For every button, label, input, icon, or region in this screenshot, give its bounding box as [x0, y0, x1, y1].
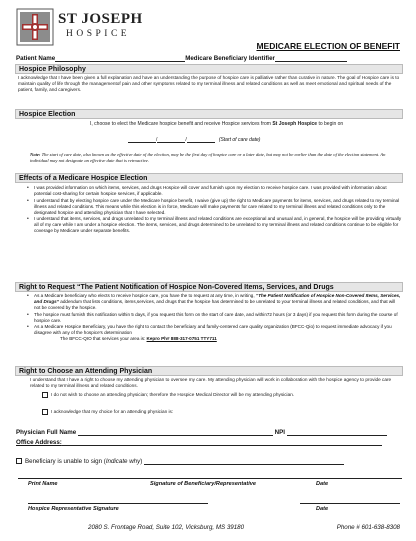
attending-text: I understand that I have a right to choose my attending physician to oversee my care. My attending physician will work in collaboration with the hospice agency to provide care related to my terminal illness and related conditions.: [30, 377, 392, 389]
medicare-id-field[interactable]: [275, 61, 347, 62]
office-address-row: [16, 439, 402, 446]
start-date-day-field[interactable]: [157, 142, 185, 143]
note-label: Note:: [30, 152, 41, 157]
footer-address: 2080 S. Frontage Road, Suite 102, Vicksburg, MS 39180: [88, 524, 245, 531]
election-text-before: I, choose to elect the Medicare hospice benefit and receive Hospice services from: [90, 121, 273, 127]
date-label-1: Date: [316, 481, 329, 487]
patient-name-field[interactable]: [55, 61, 185, 62]
option-1-label: I do not wish to choose an attending physician; therefore the Hospice Medical Director will be my attending physician.: [51, 392, 295, 398]
office-address-field[interactable]: [62, 445, 382, 446]
effects-bullet: • I understand that items, services, and drugs unrelated to my terminal illness and related conditions are exceptional and unusual and, in general, the hospice will be providing virtually all of my care while I am under a hospice election. The items, services, and drugs determined to be unrelated to my terminal illness and related conditions continue to be eligible for coverage by Medicare under separate benefits.: [34, 216, 402, 234]
effects-list: [24, 185, 402, 235]
effects-heading: Effects of a Medicare Hospice Election: [15, 173, 403, 183]
start-of-care-caption: (Start of care date): [218, 137, 261, 143]
effects-bullet: • I understand that by electing hospice care under the Medicare hospice benefit, I waive (give up) the right to Medicare payments for items, services, and drugs related to my terminal illness and related conditions. This means while this election is in force, Medicare will make payments for care related to my terminal illness and related conditions only to the designated hospice and attending physician that I have selected.: [34, 198, 402, 216]
request-bullet-1-start: As a Medicare beneficiary who elects to receive hospice care, you have the to request at any time, in writing,: [34, 293, 256, 298]
document-title: MEDICARE ELECTION OF BENEFIT: [256, 41, 400, 51]
patient-info-row: [16, 55, 402, 62]
request-bullet-1-end: addendum that lists conditions, items,services, and drugs that the hospice has determined to be unrelated to your terminal illness and related conditions, and that will not be covered by the hospice.: [34, 299, 396, 310]
election-text-after: to begin on: [317, 121, 344, 127]
philosophy-heading: Hospice Philosophy: [15, 64, 403, 74]
request-bullet-3: As a Medicare Hospice Beneficiary, you have the right to contact the beneficiary and family-centered care quality organization (BFCC-Qio) to request immediate advocacy if you disagree with any of the hospice's determination: [34, 324, 392, 335]
unable-to-sign-row: [16, 458, 344, 465]
unable-to-sign-label: Beneficiary is unable to sign (: [25, 458, 106, 465]
footer-phone: Phone # 601-638-8308: [336, 524, 400, 531]
logo-subtitle: HOSPICE: [66, 29, 131, 39]
date-line-2[interactable]: [300, 503, 400, 504]
logo-name: ST JOSEPH: [58, 11, 143, 27]
physician-name-field[interactable]: [78, 435, 273, 436]
philosophy-text: I acknowledge that I have been given a full explanation and have an understanding the purpose of hospice care is palliative rather than curative in nature. The goal of Hospice care is to maintain quality of life through the managementof pain and other symptoms related to my terminal illness and related conditions as well as meet emotional and spiritual needs of the patient, family, and caregivers.: [18, 75, 400, 93]
npi-label: NPI: [274, 429, 285, 436]
right-to-request-list: [24, 293, 402, 343]
representative-signature-line[interactable]: [28, 503, 208, 504]
request-bullet: [34, 293, 402, 311]
st-joseph-cross-logo-icon: [16, 8, 54, 46]
unable-to-sign-end: ): [140, 458, 143, 465]
election-heading: Hospice Election: [15, 109, 403, 119]
representative-signature-label: Hospice Representative Signature: [28, 506, 119, 512]
unable-reason-field[interactable]: [144, 464, 344, 465]
option-2-label: I acknowledge that my choice for an attending physician is:: [51, 409, 174, 415]
option-1-checkbox[interactable]: [42, 392, 48, 398]
attending-option-1: [42, 392, 398, 398]
option-2-checkbox[interactable]: [42, 409, 48, 415]
patient-name-label: Patient Name: [16, 55, 56, 62]
medicare-id-label: Medicare Beneficiary Identifier: [185, 55, 275, 62]
date-label-2: Date: [316, 506, 329, 512]
request-bullet-1-bold: “The Patient Notification of Hospice Non-Covered Items, Services, and Drugs”: [34, 293, 401, 304]
office-address-label: Office Address:: [16, 439, 62, 446]
start-date-month-field[interactable]: [128, 142, 156, 143]
request-bullet: [34, 324, 402, 342]
effects-bullet: • I was provided information on which items, services, and drugs Hospice will cover and furnish upon my election to receive hospice care. I was provided with information about potential cost-sharing for certain hospice services, if applicable.: [34, 185, 402, 197]
unable-to-sign-checkbox[interactable]: [16, 458, 22, 464]
request-bullet: • The hospice must furnish this notification within 5 days, if you request this form on the start of care date, and within72 hours (or 3 days) if you request this form during the course of hospice care.: [34, 312, 402, 324]
logo: [16, 8, 146, 52]
physician-row: [16, 429, 402, 436]
right-to-request-heading: Right to Request “The Patient Notification of Hospice Non-Covered Items, Services, and Drugs: [15, 282, 403, 292]
election-note: [30, 152, 400, 164]
election-statement: [90, 121, 402, 127]
attending-option-2: [42, 409, 398, 415]
note-text: The start of care date, also known as the effective date of the election, may be the first day of hospice care or a later date, but may not be earlier than the date of the election statement. An individual may not designate an effective date that is retroactive.: [30, 152, 386, 163]
attending-heading: Right to Choose an Attending Physician: [15, 366, 403, 376]
bfcc-qio-label: The BFCC-QIO that services your area is:: [60, 336, 146, 341]
print-name-label: Print Name: [28, 481, 58, 487]
unable-to-sign-italic: Indicate why: [105, 458, 141, 465]
signature-line-1[interactable]: [18, 478, 402, 479]
beneficiary-signature-label: Signature of Beneficiary/Representative: [150, 481, 257, 487]
start-of-care-date-row: / / (Start of care date): [128, 137, 278, 143]
election-hospice-name: St Joseph Hospice: [272, 121, 318, 127]
physician-name-label: Physician Full Name: [16, 429, 77, 436]
bfcc-qio-contact: Kepro Ph# 888-317-0751 TTY711: [146, 336, 217, 341]
npi-field[interactable]: [287, 435, 387, 436]
start-date-year-field[interactable]: [187, 142, 215, 143]
